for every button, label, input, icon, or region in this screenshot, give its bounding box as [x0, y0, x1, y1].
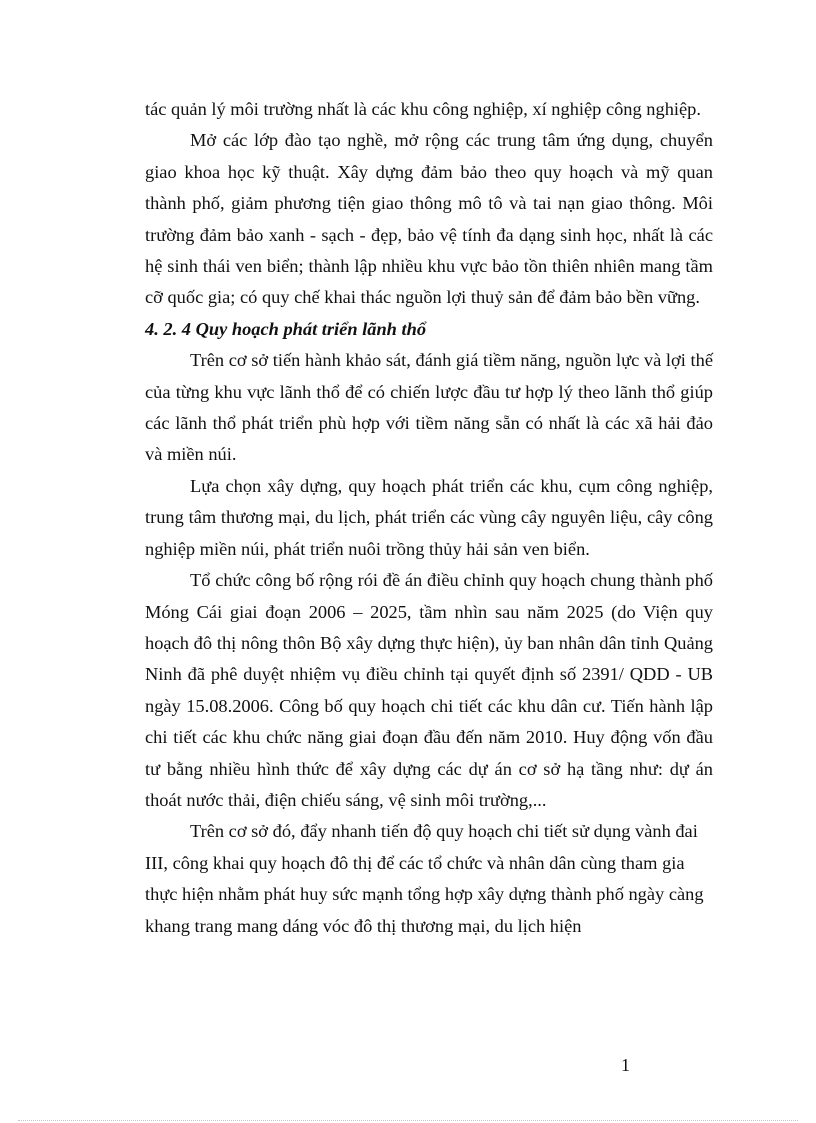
paragraph-survey: Trên cơ sở tiến hành khảo sát, đánh giá tiềm năng, nguồn lực và lợi thế của từng khu vực lãnh thổ để có chiến lược đầu tư hợp lý theo lãnh thổ giúp các lãnh thổ phát triển phù hợp với tiềm năng sẵn có nhất là các xã hải đảo và miền núi.	[145, 350, 713, 465]
page-bottom-divider	[18, 1120, 798, 1121]
paragraph-master-plan: Tổ chức công bố rộng rói đề án điều chỉnh quy hoạch chung thành phố Móng Cái giai đoạn 2006 – 2025, tầm nhìn sau năm 2025 (do Viện quy hoạch đô thị nông thôn Bộ xây dựng thực hiện), ủy ban nhân dân tỉnh Quảng Ninh đã phê duyệt nhiệm vụ điều chỉnh tại quyết định số 2391/ QDD - UB ngày 15.08.2006. Công bố quy hoạch chi tiết các khu dân cư. Tiến hành lập chi tiết các khu chức năng giai đoạn đầu đến năm 2010. Huy động vốn đầu tư bằng nhiều hình thức để xây dựng các dự án cơ sở hạ tầng như: dự án thoát nước thải, điện chiếu sáng, vệ sinh môi trường,...	[145, 570, 713, 810]
paragraph-industrial-zones: Lựa chọn xây dựng, quy hoạch phát triển các khu, cụm công nghiệp, trung tâm thương mại, du lịch, phát triển các vùng cây nguyên liệu, cây công nghiệp miền núi, phát triển nuôi trồng thủy hải sản ven biển.	[145, 475, 713, 559]
paragraph-ring-road: Trên cơ sở đó, đẩy nhanh tiến độ quy hoạch chi tiết sử dụng vành đai III, công khai quy hoạch đô thị để các tổ chức và nhân dân cùng tham gia thực hiện nhằm phát huy sức mạnh tổng hợp xây dựng thành phố ngày càng khang trang mang dáng vóc đô thị thương mại, du lịch hiện	[145, 821, 704, 936]
section-heading: 4. 2. 4 Quy hoạch phát triển lãnh thổ	[145, 318, 427, 339]
document-body	[145, 94, 713, 942]
paragraph-training: Mở các lớp đào tạo nghề, mở rộng các trung tâm ứng dụng, chuyển giao khoa học kỹ thuật. Xây dựng đảm bảo theo quy hoạch và mỹ quan thành phố, giảm phương tiện giao thông mô tô và tai nạn giao thông. Môi trường đảm bảo xanh - sạch - đẹp, bảo vệ tính đa dạng sinh học, nhất là các hệ sinh thái ven biển; thành lập nhiều khu vực bảo tồn thiên nhiên mang tầm cỡ quốc gia; có quy chế khai thác nguồn lợi thuỷ sản để đảm bảo bền vững.	[145, 130, 713, 308]
page-number: 1	[621, 1055, 630, 1075]
paragraph-continuation: tác quản lý môi trường nhất là các khu công nghiệp, xí nghiệp công nghiệp.	[145, 99, 701, 119]
